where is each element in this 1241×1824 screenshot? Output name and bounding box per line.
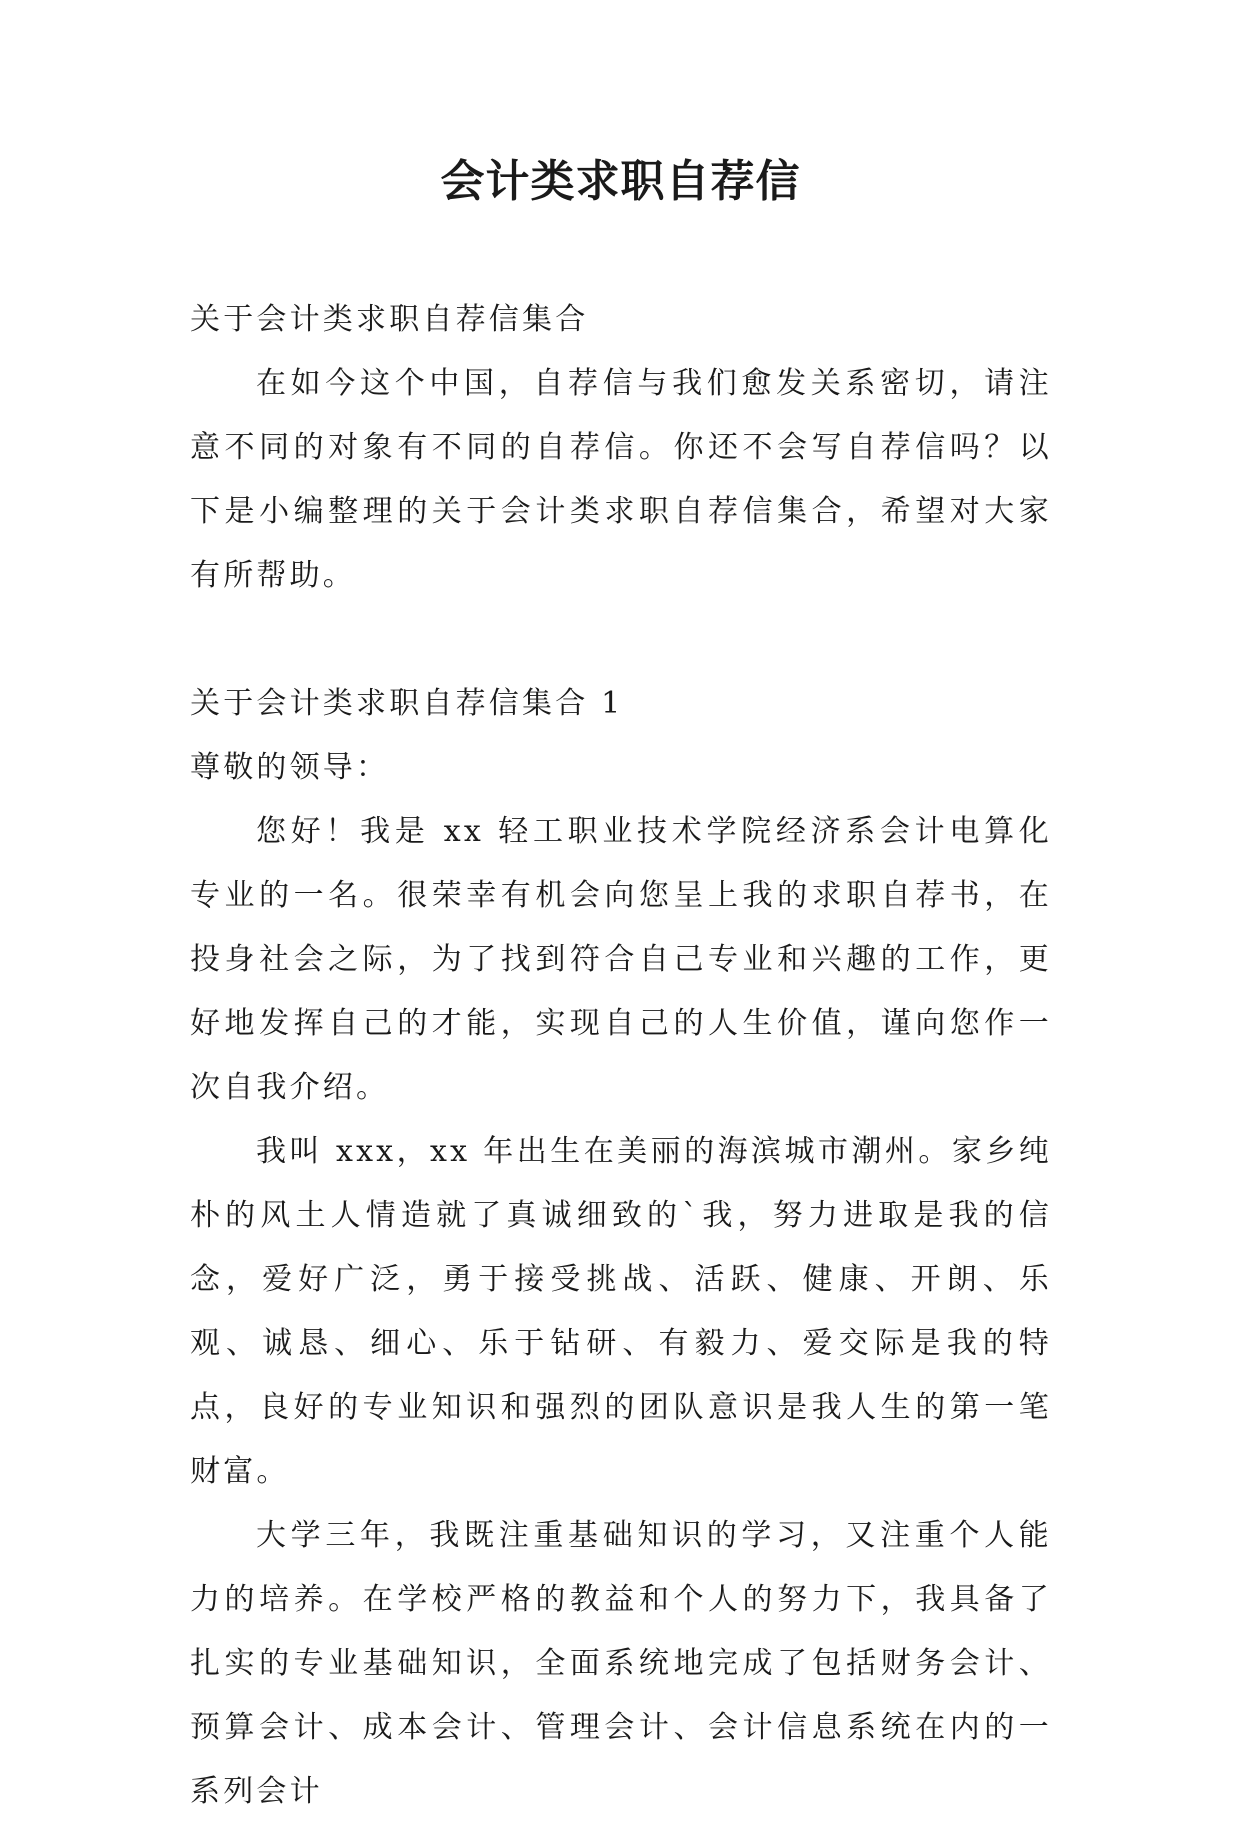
document-body: [190, 288, 1052, 1824]
body-paragraph-3: 大学三年，我既注重基础知识的学习，又注重个人能力的培养。在学校严格的教益和个人的努力下，我具备了扎实的专业基础知识，全面系统地完成了包括财务会计、预算会计、成本会计、管理会计、会计信息系统在内的一系列会计: [190, 1518, 1052, 1809]
section-heading: 关于会计类求职自荐信集合: [190, 302, 589, 337]
letter-heading: 关于会计类求职自荐信集合 1: [190, 686, 624, 721]
intro-paragraph: 在如今这个中国，自荐信与我们愈发关系密切，请注意不同的对象有不同的自荐信。你还不会写自荐信吗？以下是小编整理的关于会计类求职自荐信集合，希望对大家有所帮助。: [190, 366, 1052, 593]
body-paragraph-1: 您好！我是 xx 轻工职业技术学院经济系会计电算化专业的一名。很荣幸有机会向您呈上我的求职自荐书，在投身社会之际，为了找到符合自己专业和兴趣的工作，更好地发挥自己的才能，实现自己的人生价值，谨向您作一次自我介绍。: [190, 814, 1052, 1105]
document-title: 会计类求职自荐信: [440, 156, 801, 207]
paragraph-spacer: [190, 608, 1052, 672]
body-paragraph-2: 我叫 xxx，xx 年出生在美丽的海滨城市潮州。家乡纯朴的风土人情造就了真诚细致的`我，努力进取是我的信念，爱好广泛，勇于接受挑战、活跃、健康、开朗、乐观、诚恳、细心、乐于钻研、有毅力、爱交际是我的特点，良好的专业知识和强烈的团队意识是我人生的第一笔财富。: [190, 1134, 1052, 1489]
salutation: 尊敬的领导：: [190, 750, 390, 785]
